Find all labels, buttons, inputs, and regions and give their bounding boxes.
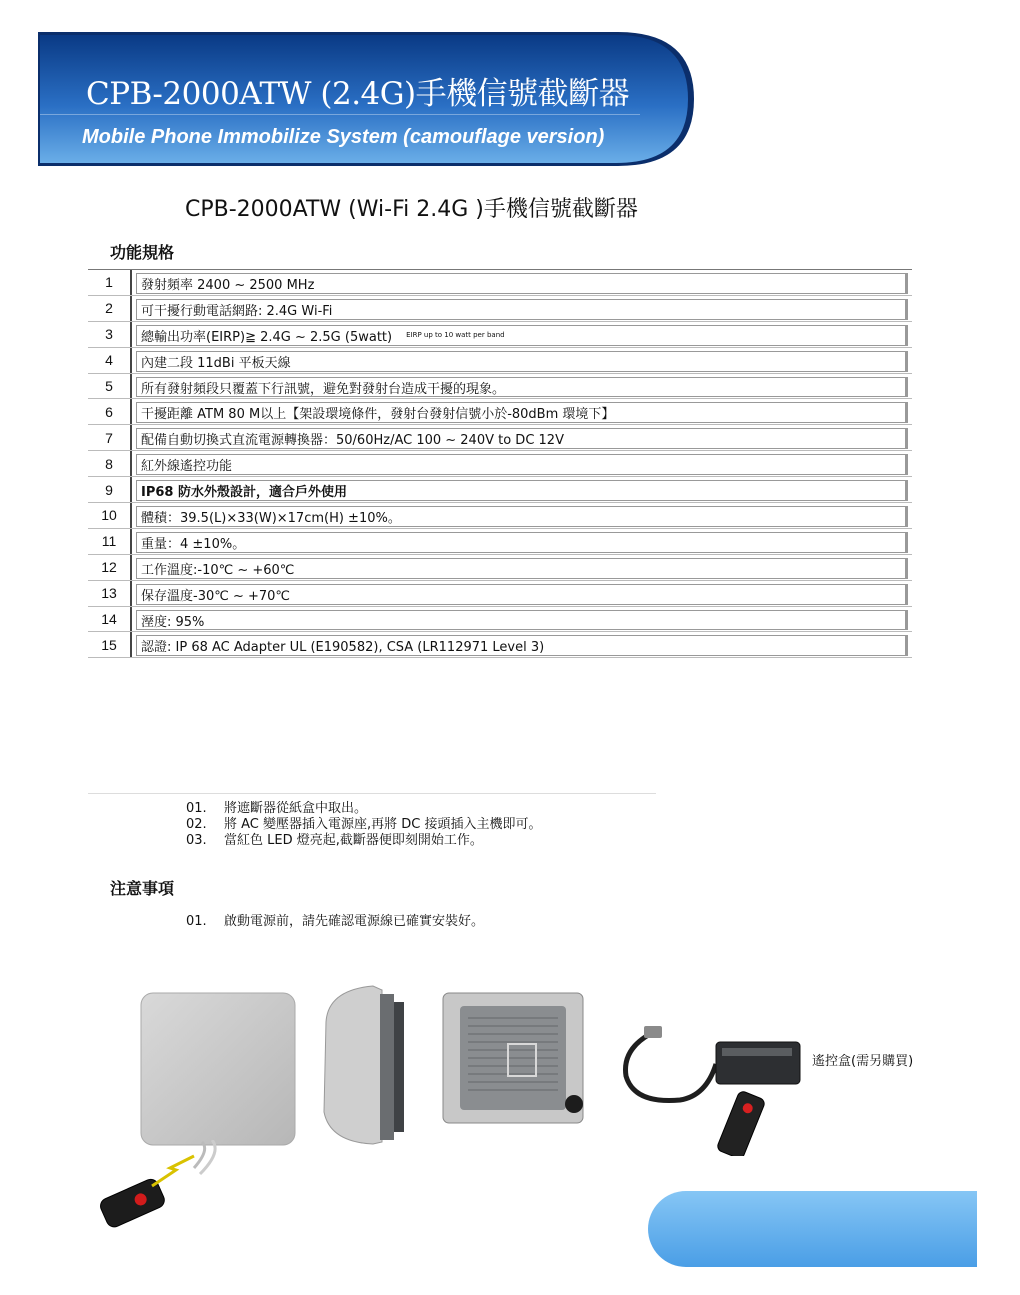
note-item-number: 01. — [186, 914, 207, 929]
specs-heading: 功能規格 — [110, 243, 175, 262]
spec-text-cell — [136, 402, 908, 423]
install-step-text: 將 AC 變壓器插入電源座,再將 DC 接頭插入主機即可。 — [224, 817, 542, 832]
spec-number: 1 — [88, 270, 132, 295]
spec-row — [88, 296, 912, 322]
spec-number: 8 — [88, 451, 132, 476]
notes-heading: 注意事項 — [110, 879, 175, 898]
spec-text: 可干擾行動電話網路: 2.4G Wi-Fi — [141, 303, 333, 319]
spec-text: 工作溫度:-10℃ ~ +60℃ — [141, 562, 295, 578]
spec-row — [88, 374, 912, 400]
spec-text-cell — [136, 428, 908, 449]
antenna-side-image — [318, 982, 414, 1148]
spec-number: 3 — [88, 322, 132, 347]
spec-text: 所有發射頻段只覆蓋下行訊號，避免對發射台造成干擾的現象。 — [141, 381, 506, 397]
spec-number: 4 — [88, 348, 132, 373]
spec-text-cell — [136, 558, 908, 579]
spec-row — [88, 399, 912, 425]
spec-row — [88, 270, 912, 296]
spec-row — [88, 477, 912, 503]
footer-banner — [648, 1191, 977, 1267]
banner-subtitle: Mobile Phone Immobilize System (camouflage version) — [82, 126, 605, 148]
antenna-back-image — [442, 992, 584, 1124]
spec-number: 12 — [88, 555, 132, 580]
spec-text-cell — [136, 377, 908, 398]
spec-text: IP68 防水外殼設計，適合戶外使用 — [141, 485, 347, 501]
install-step — [186, 833, 542, 849]
spec-text-cell — [136, 506, 908, 527]
install-step-number: 01. — [186, 801, 207, 816]
spec-text: 紅外線遙控功能 — [141, 459, 233, 475]
install-steps-list — [186, 801, 542, 849]
spec-text-cell — [136, 584, 908, 605]
spec-number: 7 — [88, 425, 132, 450]
spec-number: 10 — [88, 503, 132, 528]
spec-number: 14 — [88, 607, 132, 632]
spec-row — [88, 503, 912, 529]
spec-number: 5 — [88, 374, 132, 399]
spec-text-cell — [136, 532, 908, 553]
spec-text-cell — [136, 299, 908, 320]
install-step — [186, 817, 542, 833]
banner-title: CPB-2000ATW (2.4G)手機信號截斷器 — [86, 76, 630, 112]
install-step — [186, 801, 542, 817]
note-item-text: 啟動電源前，請先確認電源線已確實安裝好。 — [224, 914, 485, 929]
spec-row — [88, 425, 912, 451]
spec-row — [88, 632, 912, 658]
spec-text-cell — [136, 351, 908, 372]
spec-number: 9 — [88, 477, 132, 502]
notes-list — [186, 914, 484, 930]
spec-number: 13 — [88, 581, 132, 606]
spec-text: 內建二段 11dBi 平板天線 — [141, 355, 291, 371]
note-item — [186, 914, 484, 930]
antenna-front-image — [138, 990, 298, 1148]
spec-number: 6 — [88, 399, 132, 424]
install-step-number: 02. — [186, 817, 207, 832]
spec-text: 認證: IP 68 AC Adapter UL (E190582), CSA (LR112971 Level 3) — [141, 640, 545, 656]
spec-text: 溼度: 95% — [141, 614, 205, 630]
spec-text: 總輸出功率(EIRP)≧ 2.4G ~ 2.5G (5watt) — [141, 329, 393, 345]
spec-number: 15 — [88, 632, 132, 657]
spec-number: 2 — [88, 296, 132, 321]
divider — [88, 793, 656, 794]
install-step-text: 將遮斷器從紙盒中取出。 — [224, 801, 368, 816]
spec-row — [88, 451, 912, 477]
install-step-number: 03. — [186, 833, 207, 848]
spec-text-cell — [136, 480, 908, 501]
spec-table — [88, 269, 912, 658]
spec-row — [88, 607, 912, 633]
install-step-text: 當紅色 LED 燈亮起,截斷器便即刻開始工作。 — [224, 833, 483, 848]
header-banner — [38, 32, 694, 166]
spec-text-cell — [136, 325, 908, 346]
spec-text: 干擾距離 ATM 80 M以上【架設環境條件，發射台發射信號小於-80dBm 環境下】 — [141, 407, 615, 423]
document-title: CPB-2000ATW (Wi-Fi 2.4G )手機信號截斷器 — [185, 197, 638, 222]
spec-note: EIRP up to 10 watt per band — [406, 331, 505, 340]
spec-text-cell — [136, 454, 908, 475]
spec-row — [88, 555, 912, 581]
spec-text: 發射頻率 2400 ~ 2500 MHz — [141, 277, 315, 293]
spec-text-cell — [136, 635, 908, 656]
spec-row — [88, 529, 912, 555]
remote-control-box-image — [620, 1020, 806, 1156]
spec-text-cell — [136, 610, 908, 631]
spec-text: 保存溫度-30℃ ~ +70℃ — [141, 588, 291, 604]
spec-text: 體積：39.5(L)×33(W)×17cm(H) ±10%。 — [141, 510, 401, 526]
spec-text: 重量：4 ±10%。 — [141, 536, 246, 552]
spec-row — [88, 581, 912, 607]
spec-number: 11 — [88, 529, 132, 554]
spec-text: 配備自動切換式直流電源轉換器：50/60Hz/AC 100 ~ 240V to DC 12V — [141, 433, 564, 449]
remote-caption: 遙控盒(需另購買) — [812, 1054, 914, 1069]
remote-signal-image — [90, 1140, 230, 1240]
spec-text-cell — [136, 273, 908, 294]
spec-row — [88, 322, 912, 348]
spec-row — [88, 348, 912, 374]
